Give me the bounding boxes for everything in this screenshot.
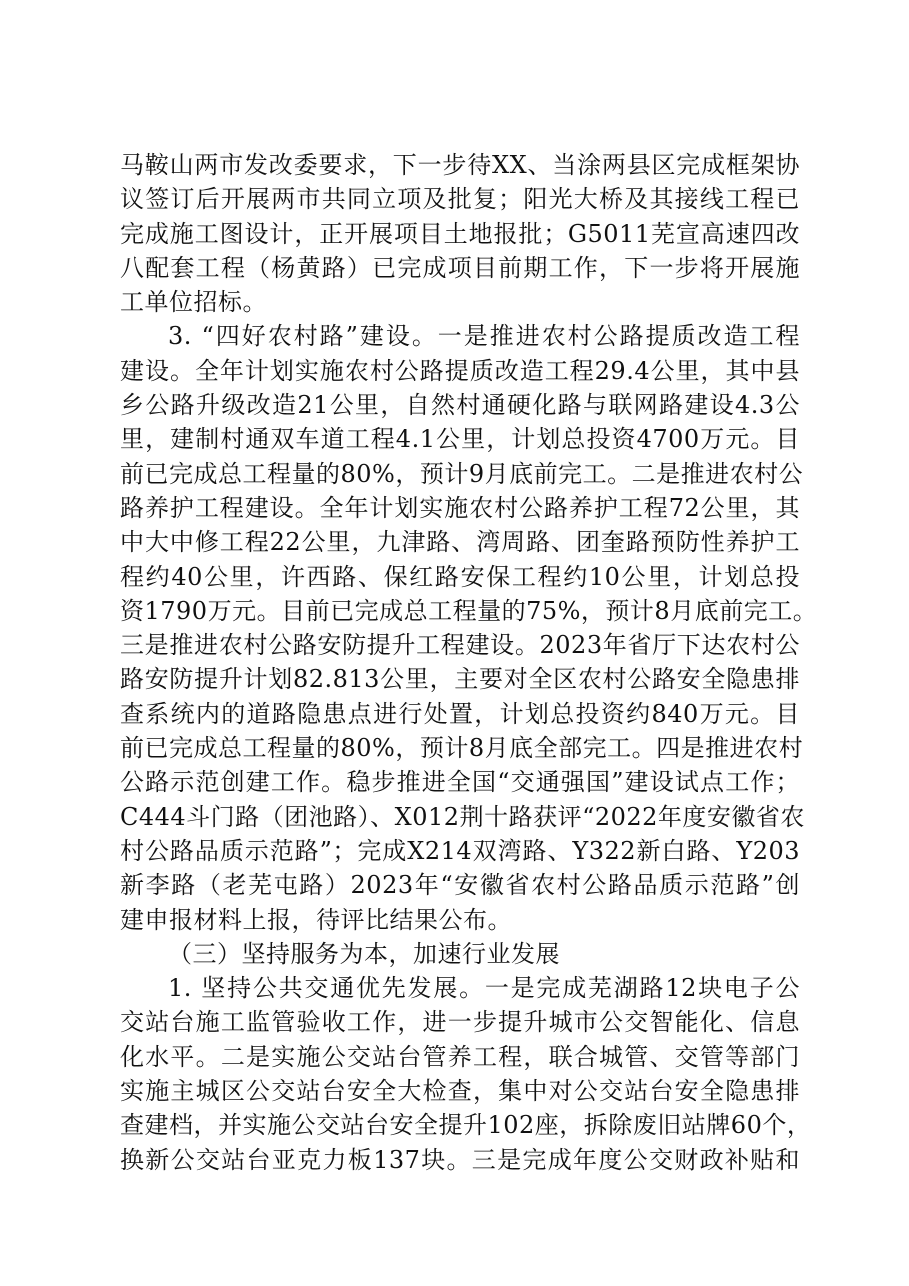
text-line: 三是推进农村公路安防提升工程建设。2023年省厅下达农村公 [120,631,800,660]
text-line: 前已完成总工程量的80%，预计8月底全部完工。四是推进农村 [120,734,804,763]
text-line: 3. “四好农村路”建设。一是推进农村公路提质改造工程 [168,322,800,351]
text-line: 完成施工图设计，正开展项目土地报批；G5011芜宣高速四改 [120,219,800,248]
text-line: 查系统内的道路隐患点进行处置，计划总投资约840万元。目 [120,699,800,728]
text-line: 资1790万元。目前已完成总工程量的75%，预计8月底前完工。 [120,596,818,625]
text-line: 建申报材料上报，待评比结果公布。 [120,905,512,934]
text-line: 程约40公里，许西路、保红路安保工程约10公里，计划总投 [120,562,800,591]
text-line: 中大中修工程22公里，九津路、湾周路、团奎路预防性养护工 [120,528,800,557]
text-line: 化水平。二是实施公交站台管养工程，联合城管、交管等部门 [120,1042,800,1071]
text-line: 路养护工程建设。全年计划实施农村公路养护工程72公里，其 [120,493,800,522]
text-line: 马鞍山两市发改委要求，下一步待XX、当涂两县区完成框架协 [120,151,800,179]
text-line: 前已完成总工程量的80%，预计9月底前完工。二是推进农村公 [120,459,804,488]
text-line: 八配套工程（杨黄路）已完成项目前期工作，下一步将开展施 [120,253,800,282]
text-line: （三）坚持服务为本，加速行业发展 [168,939,560,968]
text-line: 村公路品质示范路”；完成X214双湾路、Y322新白路、Y203 [120,836,800,865]
text-line: 里，建制村通双车道工程4.1公里，计划总投资4700万元。目 [120,425,800,454]
text-line: 交站台施工监管验收工作，进一步提升城市公交智能化、信息 [120,1008,800,1037]
text-line: 建设。全年计划实施农村公路提质改造工程29.4公里，其中县 [120,356,800,385]
text-line: 议签订后开展两市共同立项及批复；阳光大桥及其接线工程已 [120,185,800,214]
text-line: 新李路（老芜屯路）2023年“安徽省农村公路品质示范路”创 [120,871,800,900]
text-line: 工单位招标。 [120,288,267,317]
text-line: C444斗门路（团池路）、X012荆十路获评“2022年度安徽省农 [120,802,805,831]
text-line: 1. 坚持公共交通优先发展。一是完成芜湖路12块电子公 [168,974,800,1003]
text-line: 公路示范创建工作。稳步推进全国“交通强国”建设试点工作； [120,768,800,797]
text-line: 换新公交站台亚克力板137块。三是完成年度公交财政补贴和 [120,1145,800,1174]
text-line: 查建档，并实施公交站台安全提升102座，拆除废旧站牌60个， [120,1111,812,1140]
text-line: 路安防提升计划82.813公里，主要对全区农村公路安全隐患排 [120,665,800,694]
text-line: 乡公路升级改造21公里，自然村通硬化路与联网路建设4.3公 [120,391,800,420]
body-text [120,148,818,1177]
text-line: 实施主城区公交站台安全大检查，集中对公交站台安全隐患排 [120,1077,800,1106]
